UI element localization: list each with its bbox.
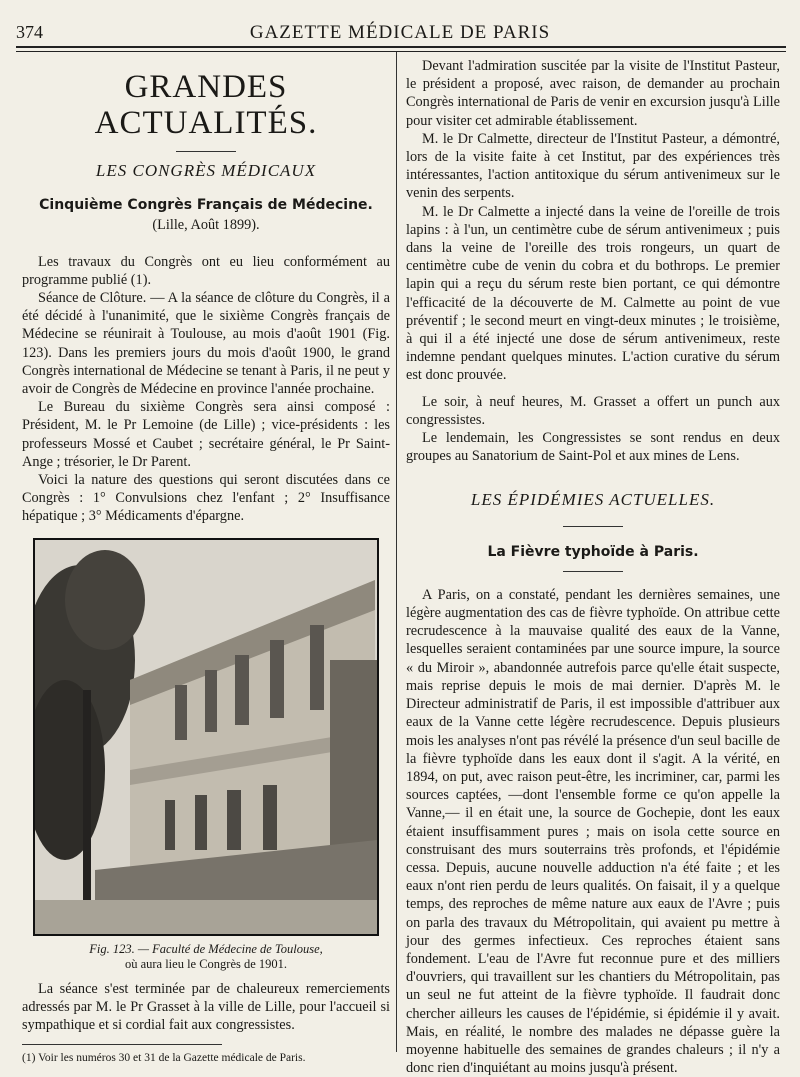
paragraph: Devant l'admiration suscitée par la visite de l'Institut Pasteur, le président a proposé, avec raison, de demander au prochain Congrès international de Paris de venir en excursion jusqu'à Lille pour visiter cet admirable établissement.	[406, 58, 780, 129]
paragraph: Le Bureau du sixième Congrès sera ainsi composé : Président, M. le Pr Lemoine (de Lille) ; vice-présidents : les professeurs Mossé et Caubet ; secrétaire général, le Pr Saint-Ange ; trésorier, le Dr Parent.	[22, 399, 390, 470]
section-title-congres: LES CONGRÈS MÉDICAUX	[95, 161, 317, 180]
page-number: 374	[16, 22, 43, 42]
building-illustration	[35, 540, 377, 934]
journal-title: GAZETTE MÉDICALE DE PARIS	[249, 22, 551, 43]
column-divider	[396, 52, 397, 1052]
paragraph: M. le Dr Calmette, directeur de l'Institut Pasteur, a démontré, lors de la visite faite à cet Institut, par des expériences très intéressantes, l'action antitoxique du sérum antivenimeux sur le venin des serpents.	[406, 130, 780, 202]
figure-caption-line2: où aura lieu le Congrès de 1901.	[124, 956, 288, 971]
congress-place: (Lille, Août 1899).	[152, 217, 260, 234]
footnote-rule	[22, 1044, 222, 1045]
paragraph: Séance de Clôture. — A la séance de clôture du Congrès, il a été décidé à l'unanimité, que le sixième Congrès français de Médecine se réunirait à Toulouse, au mois d'août 1901 (Fig. 123). Dans les premiers jours du mois d'août 1900, le grand Congrès international de Médecine se tenant à Paris, il ne peut y avoir de Congrès de Médecine en province l'année prochaine.	[22, 290, 390, 398]
article-rule	[563, 571, 623, 572]
paragraph: Voici la nature des questions qui seront discutées dans ce Congrès : 1° Convulsions chez l'enfant ; 2° Insuffisance hépatique ; 3° Médicaments d'épargne.	[22, 472, 390, 525]
footnote: (1) Voir les numéros 30 et 31 de la Gazette médicale de Paris.	[22, 1052, 306, 1065]
left-column	[22, 57, 390, 1065]
paragraph: Le soir, à neuf heures, M. Grasset a offert un punch aux congressistes.	[406, 393, 780, 428]
section-title-epidemies: LES ÉPIDÉMIES ACTUELLES.	[470, 490, 716, 510]
article-title: La Fièvre typhoïde à Paris.	[487, 543, 699, 560]
article-paragraph: A Paris, on a constaté, pendant les dernières semaines, une légère augmentation des cas de fièvre typhoïde. On attribue cette recrudescence à la mauvaise qualité des eaux de la Vanne, lesquelles seraient contaminées par une source impure, la source « du Miroir », abandonnée autrefois parce qu'elle était suspecte, mais reprise depuis le mois de mai dernier. D'après M. le Directeur administratif de Paris, il est impossible d'attribuer aux eaux de la Vanne cette légère recrudescence. Depuis plusieurs mois les analyses n'ont pas révélé la présence d'un seul bacille de la fièvre typhoïde dans les eaux dont il s'agit. A la vérité, en 1894, on put, avec raison peut-être, les incriminer, car, parmi les sources captées, —dont l'ensemble forme ce qu'on appelle la Vanne,— il en était une, la source de Gochepie, dont les eaux étaient insuffisamment pures ; mais on isola cette source en construisant des murs souterrains très profonds, et l'épidémie cessa. Depuis, aucune nouvelle adduction n'a été faite ; et les eaux n'ont rien perdu de leurs qualités. On faisait, il y a quelque temps, des reproches de même nature aux eaux de l'Avre ; puis on parla des travaux du Métropolitain, qui avaient pu mettre à jour des germes infectieux. Ces reproches étaient sans fondement. L'eau de l'Avre fut reconnue pure et des milliers d'ouvriers, qui travaillent sur les chantiers du Métropolitain, pas un seul ne fut atteint de la fièvre typhoïde. Il faudrait donc chercher ailleurs les causes de l'épidémie, si épidémie il y avait. Mais, en réalité, le nombre des malades ne dépasse guère la moyenne habituelle des semaines de grandes chaleurs ; il n'y a donc rien d'inquiétant au moins jusqu'à présent.	[406, 586, 780, 1077]
figure-caption-line1: Fig. 123. — Faculté de Médecine de Toulouse,	[89, 941, 323, 956]
header-rule-thin	[16, 51, 786, 52]
heading-rule	[176, 151, 236, 152]
right-column	[406, 57, 780, 1077]
header-rule	[16, 46, 786, 48]
faculty-building-photo	[33, 538, 379, 936]
paragraph: M. le Dr Calmette a injecté dans la veine de l'oreille de trois lapins : à l'un, un centimètre cube de sérum antivenimeux ; puis dans la veine de l'oreille des trois rongeurs, un quart de centimètre cube de venin du cobra et du bothrops. Le premier lapin qui a reçu du sérum reste bien portant, ce qui démontre l'efficacité de la découverte de M. Calmette au point de vue préventif ; le second meurt en vingt-deux minutes ; le troisième, à qui il a été injecté une dose de sérum antivenimeux, reste indemne pendant quelques minutes. L'action curative du sérum est donc prouvée.	[406, 203, 780, 384]
paragraph: Les travaux du Congrès ont eu lieu conformément au programme publié (1).	[22, 253, 390, 288]
figure-caption	[22, 942, 390, 972]
congress-title: Cinquième Congrès Français de Médecine.	[39, 197, 373, 214]
paragraph: Le lendemain, les Congressistes se sont rendus en deux groupes au Sanatorium de Saint-Pol et aux mines de Lens.	[406, 430, 780, 465]
closing-paragraph: La séance s'est terminée par de chaleureux remerciements adressés par M. le Pr Grasset à la ville de Lille, pour l'accueil si sympathique et si cordial fait aux congressistes.	[22, 980, 390, 1034]
section-rule	[563, 526, 623, 527]
running-header	[0, 0, 800, 46]
main-heading: GRANDES ACTUALITÉS.	[94, 69, 318, 141]
